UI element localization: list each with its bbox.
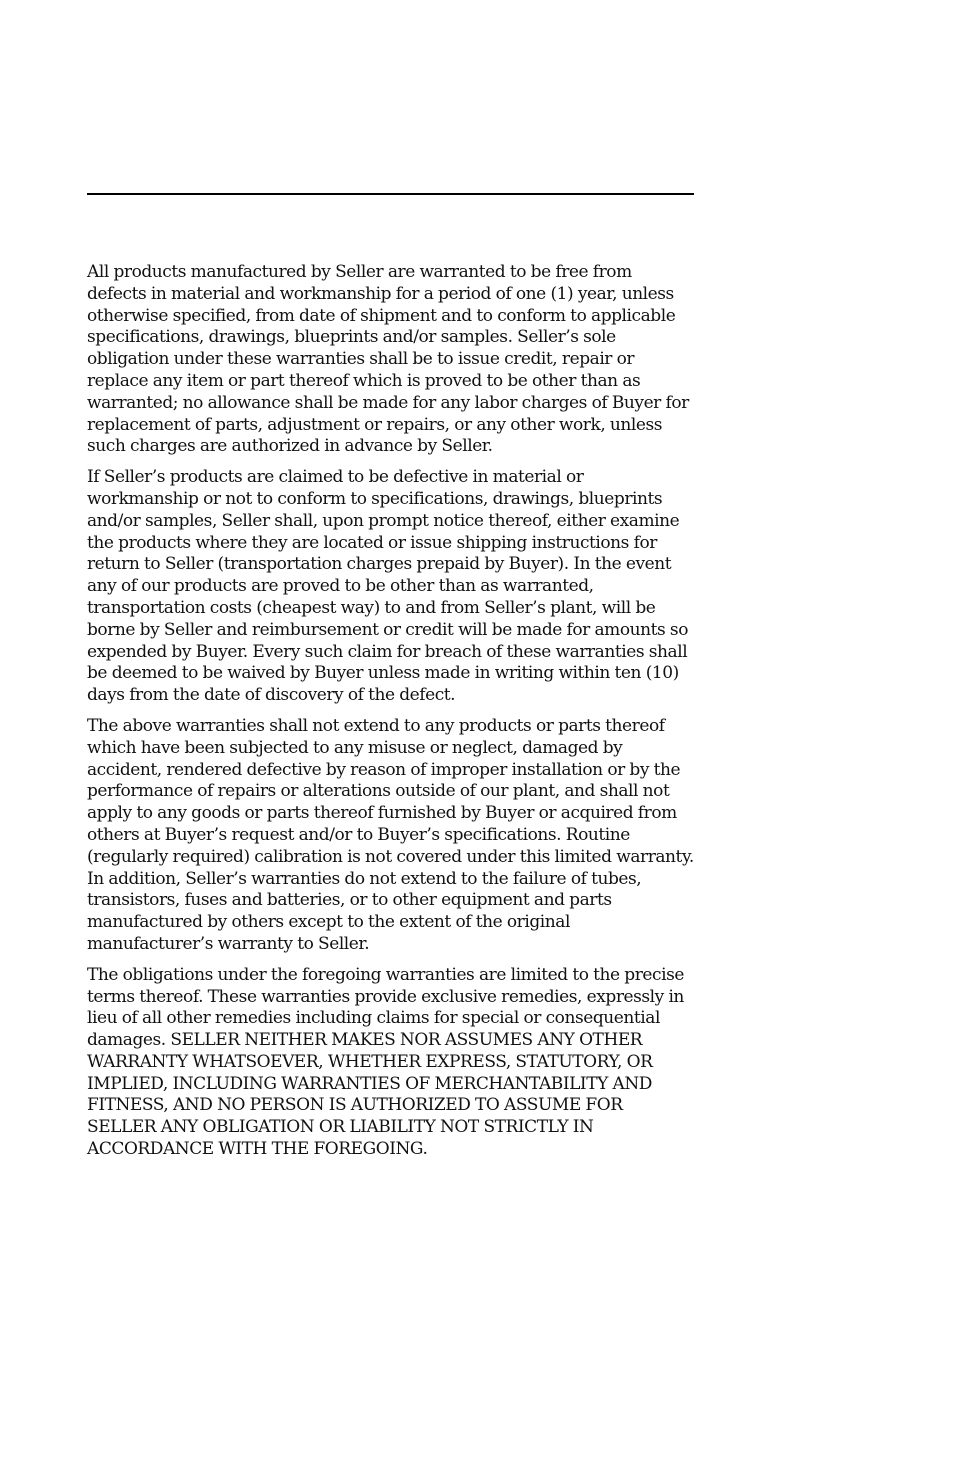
warranty-paragraph: The above warranties shall not extend to any products or parts thereof which have been subjected to any misuse or neglect, damaged by accident, rendered defective by reason of improper installation or by the performance of repairs or alterations outside of our plant, and shall not apply to any goods or parts thereof furnished by Buyer or acquired from others at Buyer’s request and/or to Buyer’s specifications. Routine (regularly required) calibration is not covered under this limited warranty. In addition, Seller’s warranties do not extend to the failure of tubes, transistors, fuses and batteries, or to other equipment and parts manufactured by others except to the extent of the original manufacturer’s warranty to Seller.: [87, 715, 694, 954]
warranty-paragraph: If Seller’s products are claimed to be defective in material or workmanship or not to conform to specifications, drawings, blueprints and/or samples, Seller shall, upon prompt notice thereof, either examine the products where they are located or issue shipping instructions for return to Seller (transportation charges prepaid by Buyer). In the event any of our products are proved to be other than as warranted, transportation costs (cheapest way) to and from Seller’s plant, will be borne by Seller and reimbursement or credit will be made for amounts so expended by Buyer. Every such claim for breach of these warranties shall be deemed to be waived by Buyer unless made in writing within ten (10) days from the date of discovery of the defect.: [87, 467, 688, 706]
horizontal-rule: [87, 193, 694, 195]
warranty-paragraph: All products manufactured by Seller are warranted to be free from defects in material and workmanship for a period of one (1) year, unless otherwise specified, from date of shipment and to conform to applicable specifications, drawings, blueprints and/or samples. Seller’s sole obligation under these warranties shall be to issue credit, repair or replace any item or part thereof which is proved to be other than as warranted; no allowance shall be made for any labor charges of Buyer for replacement of parts, adjustment or repairs, or any other work, unless such charges are authorized in advance by Seller.: [87, 262, 689, 457]
warranty-paragraph: The obligations under the foregoing warranties are limited to the precise terms thereof. These warranties provide exclusive remedies, expressly in lieu of all other remedies including claims for special or consequential damages. SELLER NEITHER MAKES NOR ASSUMES ANY OTHER WARRANTY WHATSOEVER, WHETHER EXPRESS, STATUTORY, OR IMPLIED, INCLUDING WARRANTIES OF MERCHANTABILITY AND FITNESS, AND NO PERSON IS AUTHORIZED TO ASSUME FOR SELLER ANY OBLIGATION OR LIABILITY NOT STRICTLY IN ACCORDANCE WITH THE FOREGOING.: [87, 964, 684, 1160]
warranty-text-block: [87, 262, 694, 1170]
